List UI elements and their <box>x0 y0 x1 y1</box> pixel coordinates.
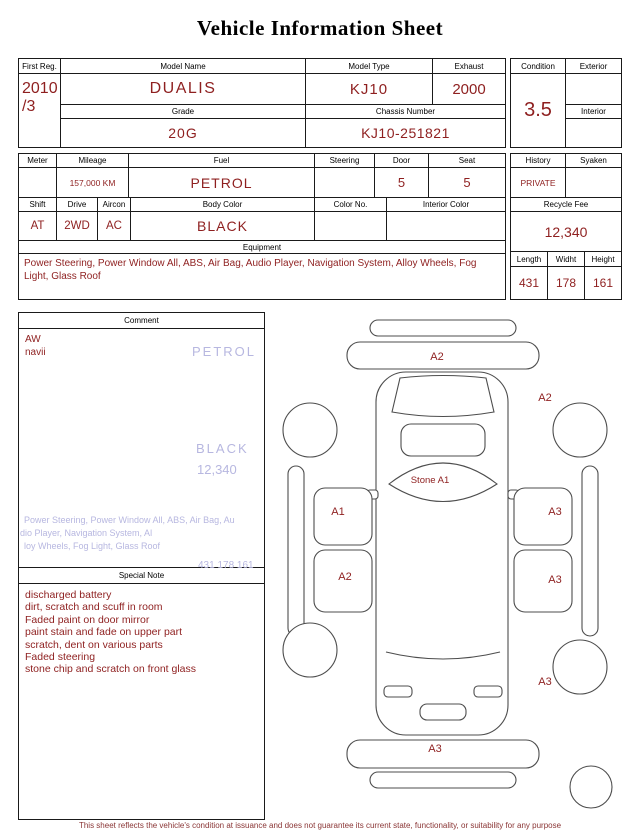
ghost-text: dio Player, Navigation System, Al <box>20 528 153 538</box>
first-reg-year: 2010 <box>22 80 58 97</box>
right-sill-shape <box>582 466 598 636</box>
condition-value: 3.5 <box>511 74 566 147</box>
footer-disclaimer: This sheet reflects the vehicle's condition at issuance and does not guarantee its current state, functionality, or suitability for any purpose <box>78 821 562 830</box>
grade-label: Grade <box>61 105 306 119</box>
length-value: 431 <box>511 267 548 299</box>
rear-right-wheel <box>553 403 607 457</box>
history-label: History <box>511 154 566 168</box>
left-sill-shape <box>288 466 304 636</box>
front-bumper-shape <box>347 740 539 768</box>
history-fee-dimensions-table <box>510 153 622 300</box>
car-damage-diagram <box>268 314 628 814</box>
model-name-label: Model Name <box>61 59 306 74</box>
special-note-header: Special Note <box>19 568 264 584</box>
equipment-value: Power Steering, Power Window All, ABS, Air Bag, Audio Player, Navigation System, Alloy Wheels, Fog Light, Glass Roof <box>24 258 477 282</box>
rear-left-wheel <box>283 403 337 457</box>
drive-value: 2WD <box>57 212 98 241</box>
interior-value <box>566 119 621 147</box>
chassis-number-label: Chassis Number <box>306 105 505 119</box>
height-label: Height <box>585 252 621 267</box>
first-reg-label: First Reg. <box>19 59 61 74</box>
exterior-label: Exterior <box>566 59 621 74</box>
right-front-door-shape <box>514 550 572 612</box>
front-left-wheel <box>283 623 337 677</box>
condition-label: Condition <box>511 59 566 74</box>
exhaust-label: Exhaust <box>433 59 505 74</box>
spare-tire-shape <box>570 766 612 808</box>
registration-table <box>18 58 506 148</box>
rear-spoiler-shape <box>370 320 516 336</box>
damage-label-left-rear-door: A1 <box>331 506 345 518</box>
comment-line: AW <box>25 334 41 345</box>
model-type-value: KJ10 <box>306 74 433 105</box>
comment-line: navii <box>25 346 46 358</box>
ghost-text: loy Wheels, Fog Light, Glass Roof <box>24 541 161 551</box>
right-rear-door-shape <box>514 488 572 545</box>
shift-value: AT <box>19 212 57 241</box>
drive-label: Drive <box>57 198 98 212</box>
special-note-line: dirt, scratch and scuff in room <box>25 601 163 614</box>
seat-value: 5 <box>429 168 505 198</box>
specs-table <box>18 153 506 300</box>
door-label: Door <box>375 154 429 168</box>
width-label: Widht <box>548 252 585 267</box>
front-right-wheel <box>553 640 607 694</box>
seat-label: Seat <box>429 154 505 168</box>
front-lip-shape <box>370 772 516 788</box>
chassis-number-value: KJ10-251821 <box>361 125 450 141</box>
model-name-value: DUALIS <box>61 74 306 105</box>
page-title: Vehicle Information Sheet <box>196 16 444 40</box>
door-value: 5 <box>375 168 429 198</box>
special-note-line: Faded steering <box>25 650 96 663</box>
special-note-box <box>18 567 265 820</box>
ghost-text: 12,340 <box>197 462 237 477</box>
body-color-label: Body Color <box>131 198 315 212</box>
recycle-fee-label: Recycle Fee <box>511 198 621 212</box>
fuel-label: Fuel <box>129 154 315 168</box>
ghost-text: 431 178 161 <box>198 560 254 571</box>
recycle-fee-value: 12,340 <box>511 212 621 252</box>
condition-table <box>510 58 622 148</box>
steering-value <box>315 168 375 198</box>
length-label: Length <box>511 252 548 267</box>
car-body-shape <box>376 372 508 735</box>
width-value: 178 <box>548 267 585 299</box>
color-no-label: Color No. <box>315 198 387 212</box>
grade-value: 20G <box>61 119 306 147</box>
damage-label-windshield: Stone A1 <box>410 475 450 486</box>
ghost-text: BLACK <box>196 441 249 456</box>
damage-label-front-bumper: A3 <box>428 743 442 755</box>
meter-value <box>19 168 57 198</box>
comment-box <box>18 312 265 568</box>
equipment-label: Equipment <box>19 241 505 254</box>
damage-label-right-front-door: A3 <box>548 574 562 586</box>
mileage-label: Mileage <box>57 154 129 168</box>
body-color-value: BLACK <box>131 212 315 241</box>
special-note-line: discharged battery <box>25 589 112 601</box>
first-reg-value <box>19 74 61 147</box>
special-note-line: stone chip and scratch on front glass <box>25 663 197 676</box>
exhaust-value: 2000 <box>433 74 505 105</box>
damage-label-left-front-door: A2 <box>338 571 352 583</box>
syaken-value <box>566 168 621 198</box>
car-diagram-svg <box>268 314 628 814</box>
history-value: PRIVATE <box>511 168 566 198</box>
interior-color-label: Interior Color <box>387 198 505 212</box>
aircon-value: AC <box>98 212 131 241</box>
damage-label-rear-bumper: A2 <box>430 351 444 363</box>
damage-label-right-rear-door: A3 <box>548 506 562 518</box>
comment-header: Comment <box>19 313 264 329</box>
meter-label: Meter <box>19 154 57 168</box>
exterior-value <box>566 74 621 105</box>
ghost-text: PETROL <box>192 344 257 359</box>
damage-label-right-front-fender: A3 <box>538 676 552 688</box>
damage-label-right-rear-fender: A2 <box>538 392 552 404</box>
shift-label: Shift <box>19 198 57 212</box>
special-note-line: scratch, dent on various parts <box>25 638 163 651</box>
interior-label: Interior <box>566 105 621 119</box>
fuel-value: PETROL <box>129 168 315 198</box>
first-reg-month: /3 <box>22 98 36 116</box>
special-note-line: Faded paint on door mirror <box>25 613 150 626</box>
mileage-value: 157,000 KM <box>57 168 129 198</box>
model-type-label: Model Type <box>306 59 433 74</box>
interior-color-value <box>387 212 505 241</box>
steering-label: Steering <box>315 154 375 168</box>
color-no-value <box>315 212 387 241</box>
special-note-line: paint stain and fade on upper part <box>25 626 183 639</box>
aircon-label: Aircon <box>98 198 131 212</box>
height-value: 161 <box>592 276 614 290</box>
syaken-label: Syaken <box>566 154 621 168</box>
ghost-text: Power Steering, Power Window All, ABS, Air Bag, Au <box>24 515 235 525</box>
